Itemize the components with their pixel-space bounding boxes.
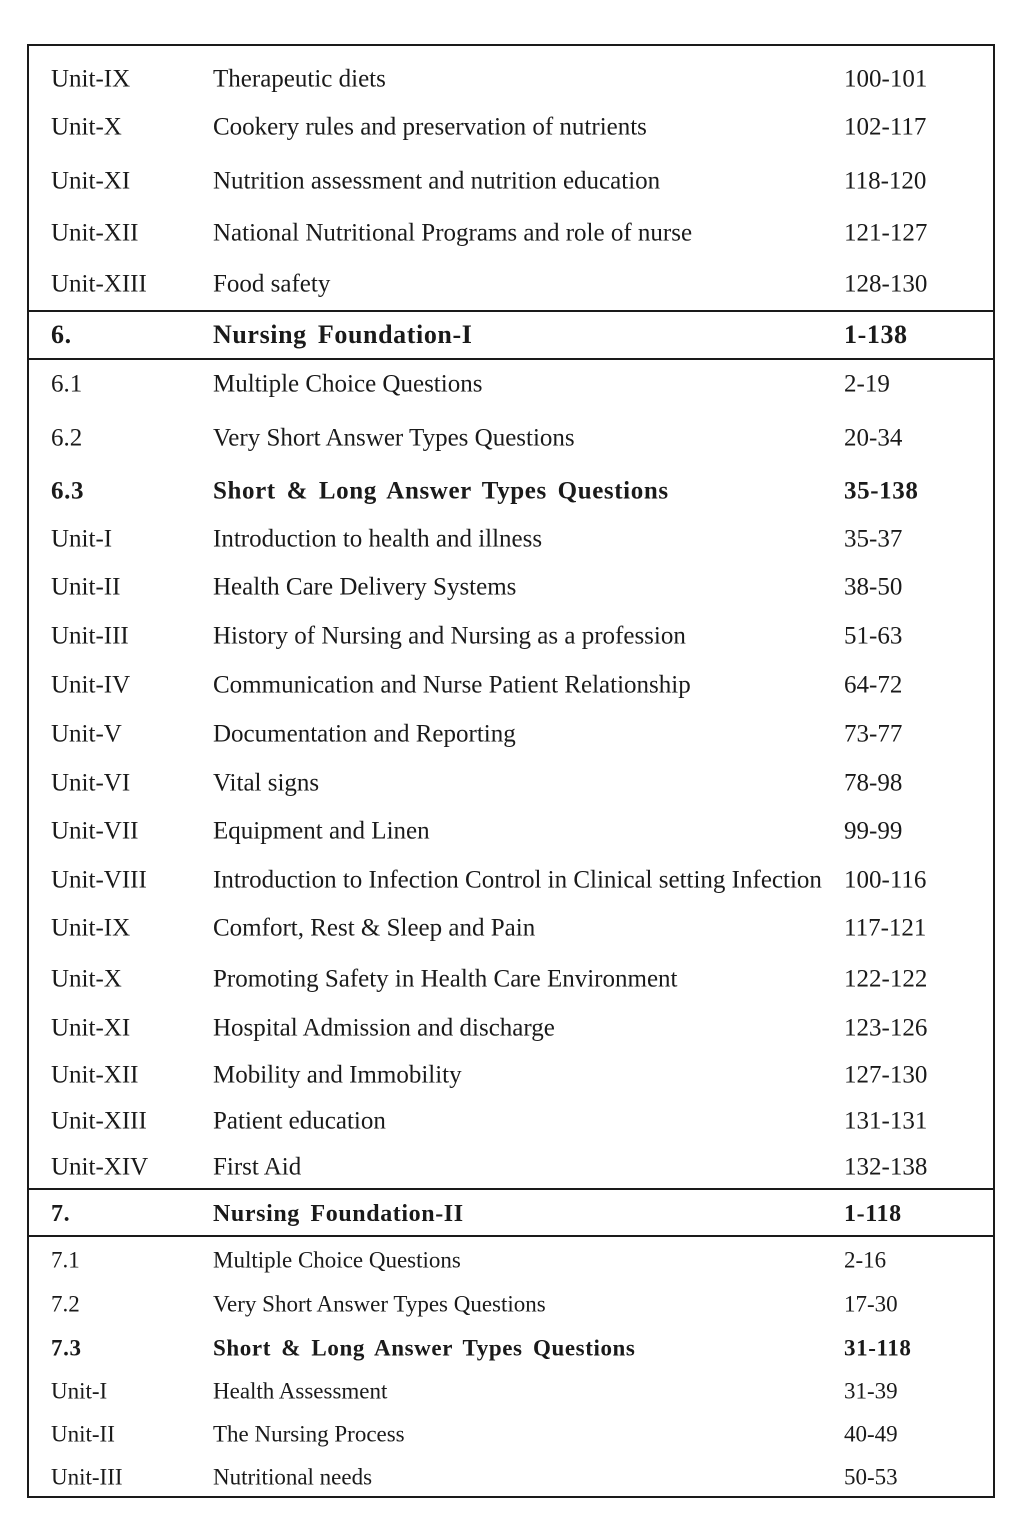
entry-title: Patient education: [213, 1107, 386, 1135]
entry-pages: 2-19: [844, 370, 890, 398]
entry-number: Unit-XII: [51, 219, 139, 247]
entry-pages: 131-131: [844, 1107, 928, 1135]
entry-number: 7.1: [51, 1247, 80, 1273]
entry-title: Documentation and Reporting: [213, 720, 516, 748]
entry-number: Unit-IX: [51, 914, 131, 942]
entry-number: Unit-III: [51, 622, 129, 650]
entry-pages: 99-99: [844, 817, 903, 845]
entry-pages: 35-138: [844, 477, 919, 505]
entry-number: Unit-XIV: [51, 1153, 149, 1181]
entry-pages: 1-118: [844, 1201, 902, 1227]
entry-number: Unit-IX: [51, 65, 131, 93]
entry-number: Unit-I: [51, 1378, 108, 1404]
entry-number: Unit-II: [51, 1421, 115, 1447]
entry-number: Unit-VII: [51, 817, 139, 845]
entry-pages: 100-101: [844, 65, 928, 93]
entry-title: Food safety: [213, 270, 331, 298]
entry-title: Introduction to health and illness: [213, 525, 543, 553]
entry-pages: 17-30: [844, 1291, 898, 1317]
entry-title: Multiple Choice Questions: [213, 1247, 461, 1273]
section-divider: [29, 1188, 993, 1190]
entry-pages: 127-130: [844, 1061, 928, 1089]
entry-number: Unit-III: [51, 1464, 123, 1490]
entry-title: Nutrition assessment and nutrition education: [213, 167, 661, 195]
entry-number: Unit-XIII: [51, 1107, 147, 1135]
entry-number: Unit-XI: [51, 167, 131, 195]
entry-title: Therapeutic diets: [213, 65, 386, 93]
entry-pages: 117-121: [844, 914, 927, 942]
entry-number: 6.3: [51, 477, 85, 505]
entry-pages: 51-63: [844, 622, 903, 650]
entry-title: Nursing Foundation-II: [213, 1201, 464, 1227]
entry-title: Cookery rules and preservation of nutrients: [213, 113, 647, 141]
entry-pages: 100-116: [844, 866, 927, 894]
entry-title: Short & Long Answer Types Questions: [213, 477, 669, 505]
entry-title: Nursing Foundation-I: [213, 320, 473, 349]
entry-number: Unit-IV: [51, 671, 131, 699]
entry-number: Unit-I: [51, 525, 113, 553]
entry-number: Unit-VIII: [51, 866, 147, 894]
entry-title: History of Nursing and Nursing as a profession: [213, 622, 686, 650]
entry-title: Mobility and Immobility: [213, 1061, 462, 1089]
entry-title: Nutritional needs: [213, 1464, 373, 1490]
entry-pages: 128-130: [844, 270, 928, 298]
entry-number: Unit-V: [51, 720, 122, 748]
entry-pages: 122-122: [844, 965, 928, 993]
entry-pages: 123-126: [844, 1014, 928, 1042]
entry-pages: 31-118: [844, 1335, 912, 1361]
entry-pages: 31-39: [844, 1378, 898, 1404]
entry-pages: 73-77: [844, 720, 903, 748]
entry-number: Unit-XI: [51, 1014, 131, 1042]
entry-pages: 118-120: [844, 167, 927, 195]
entry-pages: 78-98: [844, 769, 903, 797]
entry-title: First Aid: [213, 1153, 302, 1181]
entry-number: 7.2: [51, 1291, 80, 1317]
contents-table: [27, 44, 995, 1498]
entry-title: Short & Long Answer Types Questions: [213, 1335, 636, 1361]
entry-title: Comfort, Rest & Sleep and Pain: [213, 914, 536, 942]
entry-title: Introduction to Infection Control in Clinical setting Infection: [213, 866, 822, 894]
entry-pages: 132-138: [844, 1153, 928, 1181]
entry-title: Multiple Choice Questions: [213, 370, 483, 398]
entry-number: Unit-XIII: [51, 270, 147, 298]
entry-title: National Nutritional Programs and role of nurse: [213, 219, 693, 247]
entry-title: Vital signs: [213, 769, 320, 797]
entry-number: 6.2: [51, 424, 83, 452]
entry-number: 7.3: [51, 1335, 82, 1361]
section-divider: [29, 358, 993, 360]
entry-title: Equipment and Linen: [213, 817, 430, 845]
entry-number: Unit-X: [51, 113, 122, 141]
entry-pages: 121-127: [844, 219, 928, 247]
entry-title: Health Care Delivery Systems: [213, 573, 517, 601]
section-divider: [29, 310, 993, 312]
entry-number: 6.: [51, 320, 72, 349]
entry-title: Very Short Answer Types Questions: [213, 1291, 546, 1317]
entry-number: Unit-XII: [51, 1061, 139, 1089]
entry-pages: 1-138: [844, 320, 908, 349]
entry-title: Communication and Nurse Patient Relationship: [213, 671, 691, 699]
entry-pages: 38-50: [844, 573, 903, 601]
entry-title: Hospital Admission and discharge: [213, 1014, 555, 1042]
entry-pages: 2-16: [844, 1247, 887, 1273]
entry-title: The Nursing Process: [213, 1421, 405, 1447]
entry-pages: 20-34: [844, 424, 903, 452]
entry-pages: 50-53: [844, 1464, 898, 1490]
entry-number: Unit-X: [51, 965, 122, 993]
entry-pages: 64-72: [844, 671, 903, 699]
entry-pages: 40-49: [844, 1421, 898, 1447]
entry-number: 6.1: [51, 370, 83, 398]
entry-pages: 102-117: [844, 113, 927, 141]
entry-number: Unit-II: [51, 573, 121, 601]
entry-number: 7.: [51, 1201, 71, 1227]
entry-title: Health Assessment: [213, 1378, 388, 1404]
entry-number: Unit-VI: [51, 769, 131, 797]
entry-title: Very Short Answer Types Questions: [213, 424, 575, 452]
entry-title: Promoting Safety in Health Care Environment: [213, 965, 678, 993]
entry-pages: 35-37: [844, 525, 903, 553]
section-divider: [29, 1235, 993, 1237]
